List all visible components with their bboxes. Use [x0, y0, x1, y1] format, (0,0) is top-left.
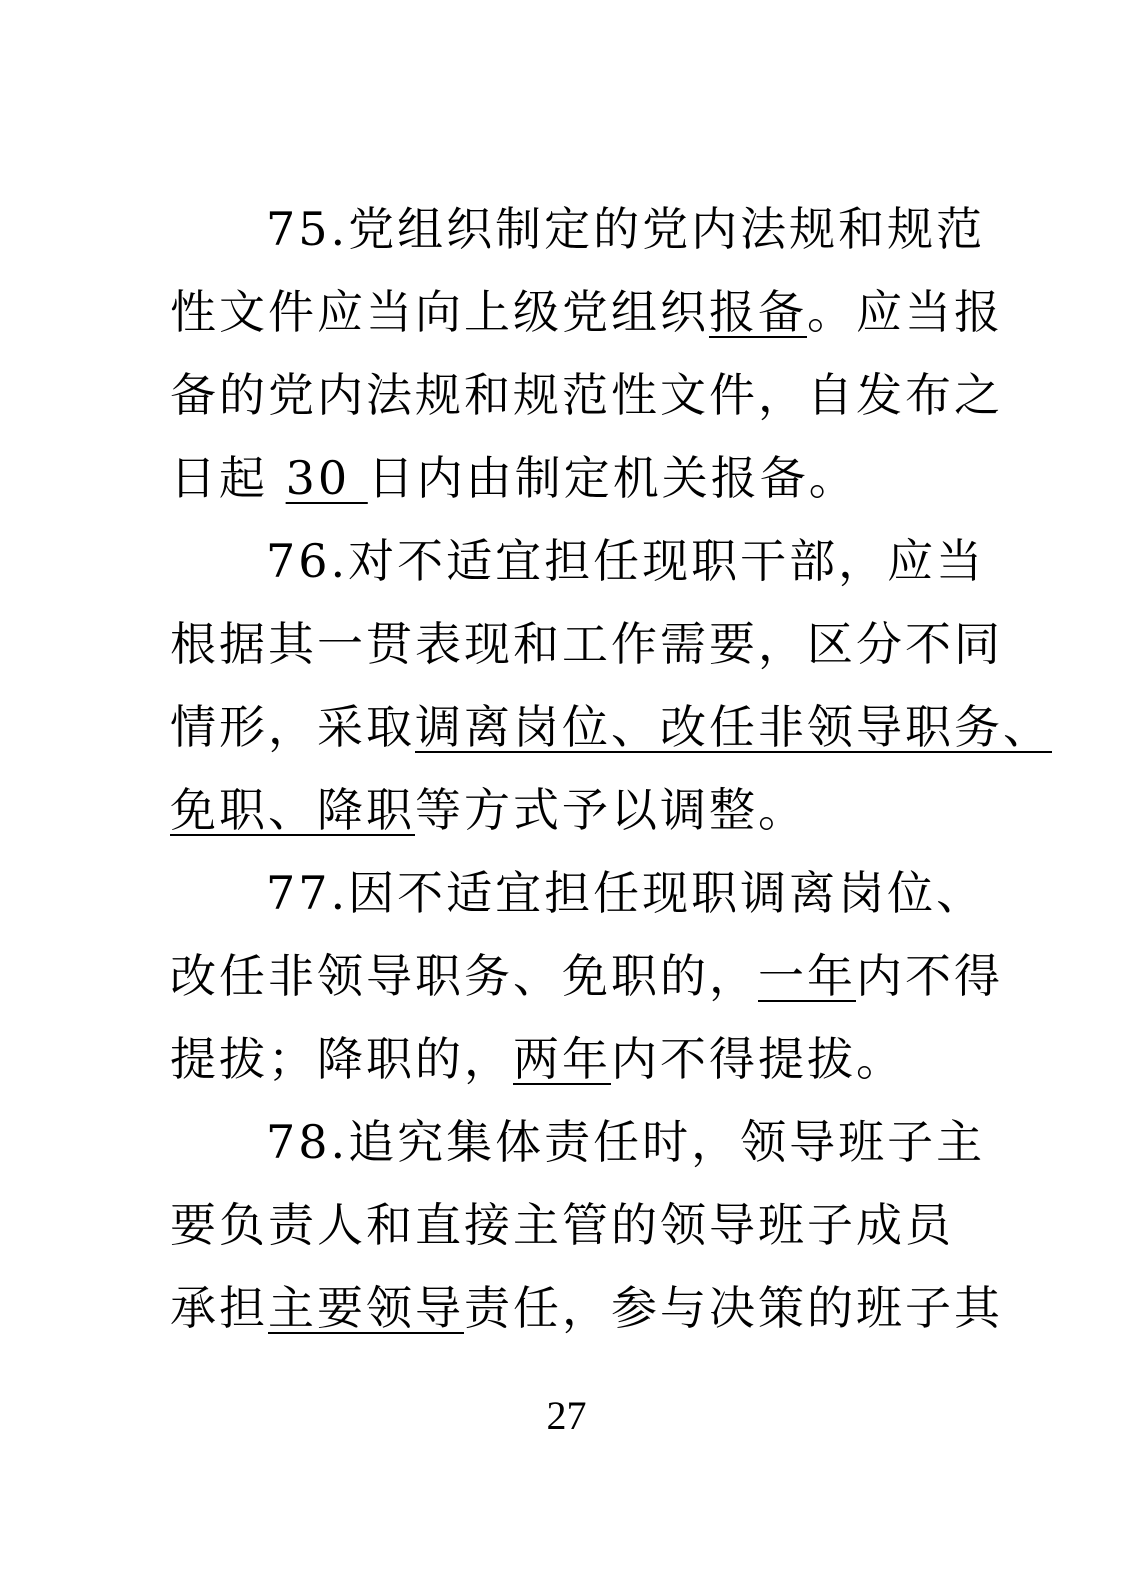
text-segment: 76.对不适宜担任现职干部，应当 — [266, 534, 986, 588]
underlined-answer: 两年 — [513, 1032, 611, 1086]
text-segment: 备的党内法规和规范性文件，自发布之 — [170, 368, 1003, 422]
text-segment: 日起 — [170, 451, 286, 505]
underlined-answer: 免职、降职 — [170, 783, 415, 837]
text-line — [170, 1018, 954, 1101]
text-line — [170, 271, 1003, 354]
underlined-answer: 调离岗位、改任非领导职务、 — [415, 700, 1052, 754]
text-line — [170, 769, 954, 852]
text-line — [170, 437, 954, 520]
text-segment: 根据其一贯表现和工作需要，区分不同 — [170, 617, 1003, 671]
text-line — [170, 354, 1003, 437]
text-line — [170, 1101, 986, 1184]
text-segment: 77.因不适宜担任现职调离岗位、 — [266, 866, 986, 920]
text-line — [170, 520, 986, 603]
text-line — [170, 852, 986, 935]
text-segment: 78.追究集体责任时，领导班子主 — [266, 1115, 986, 1169]
text-segment: 改任非领导职务、免职的， — [170, 949, 758, 1003]
document-body — [170, 188, 1052, 1350]
text-segment: 75.党组织制定的党内法规和规范 — [266, 202, 986, 256]
text-segment: 责任，参与决策的班子其 — [464, 1281, 1003, 1335]
underlined-answer: 主要领导 — [268, 1281, 464, 1335]
text-line — [170, 1184, 954, 1267]
paragraph — [170, 188, 1003, 520]
text-line — [170, 188, 986, 271]
text-segment: 。应当报 — [807, 285, 1003, 339]
text-segment: 等方式予以调整。 — [415, 783, 807, 837]
text-segment: 情形，采取 — [170, 700, 415, 754]
underlined-answer: 报备 — [709, 285, 807, 339]
page-number: 27 — [546, 1393, 587, 1438]
text-line — [170, 603, 1003, 686]
text-line — [170, 686, 1052, 769]
text-segment: 日内由制定机关报备。 — [367, 451, 858, 505]
text-segment: 提拔；降职的， — [170, 1032, 513, 1086]
text-segment: 性文件应当向上级党组织 — [170, 285, 709, 339]
paragraph — [170, 520, 1052, 852]
text-segment: 内不得提拔。 — [611, 1032, 905, 1086]
text-segment: 要负责人和直接主管的领导班子成员 — [170, 1198, 954, 1252]
paragraph — [170, 1101, 1003, 1350]
text-line — [170, 935, 1003, 1018]
paragraph — [170, 852, 1003, 1101]
underlined-answer: 30 — [285, 451, 368, 505]
underlined-answer: 一年 — [758, 949, 856, 1003]
text-segment: 承担 — [170, 1281, 268, 1335]
text-segment: 内不得 — [856, 949, 1003, 1003]
text-line — [170, 1267, 1003, 1350]
